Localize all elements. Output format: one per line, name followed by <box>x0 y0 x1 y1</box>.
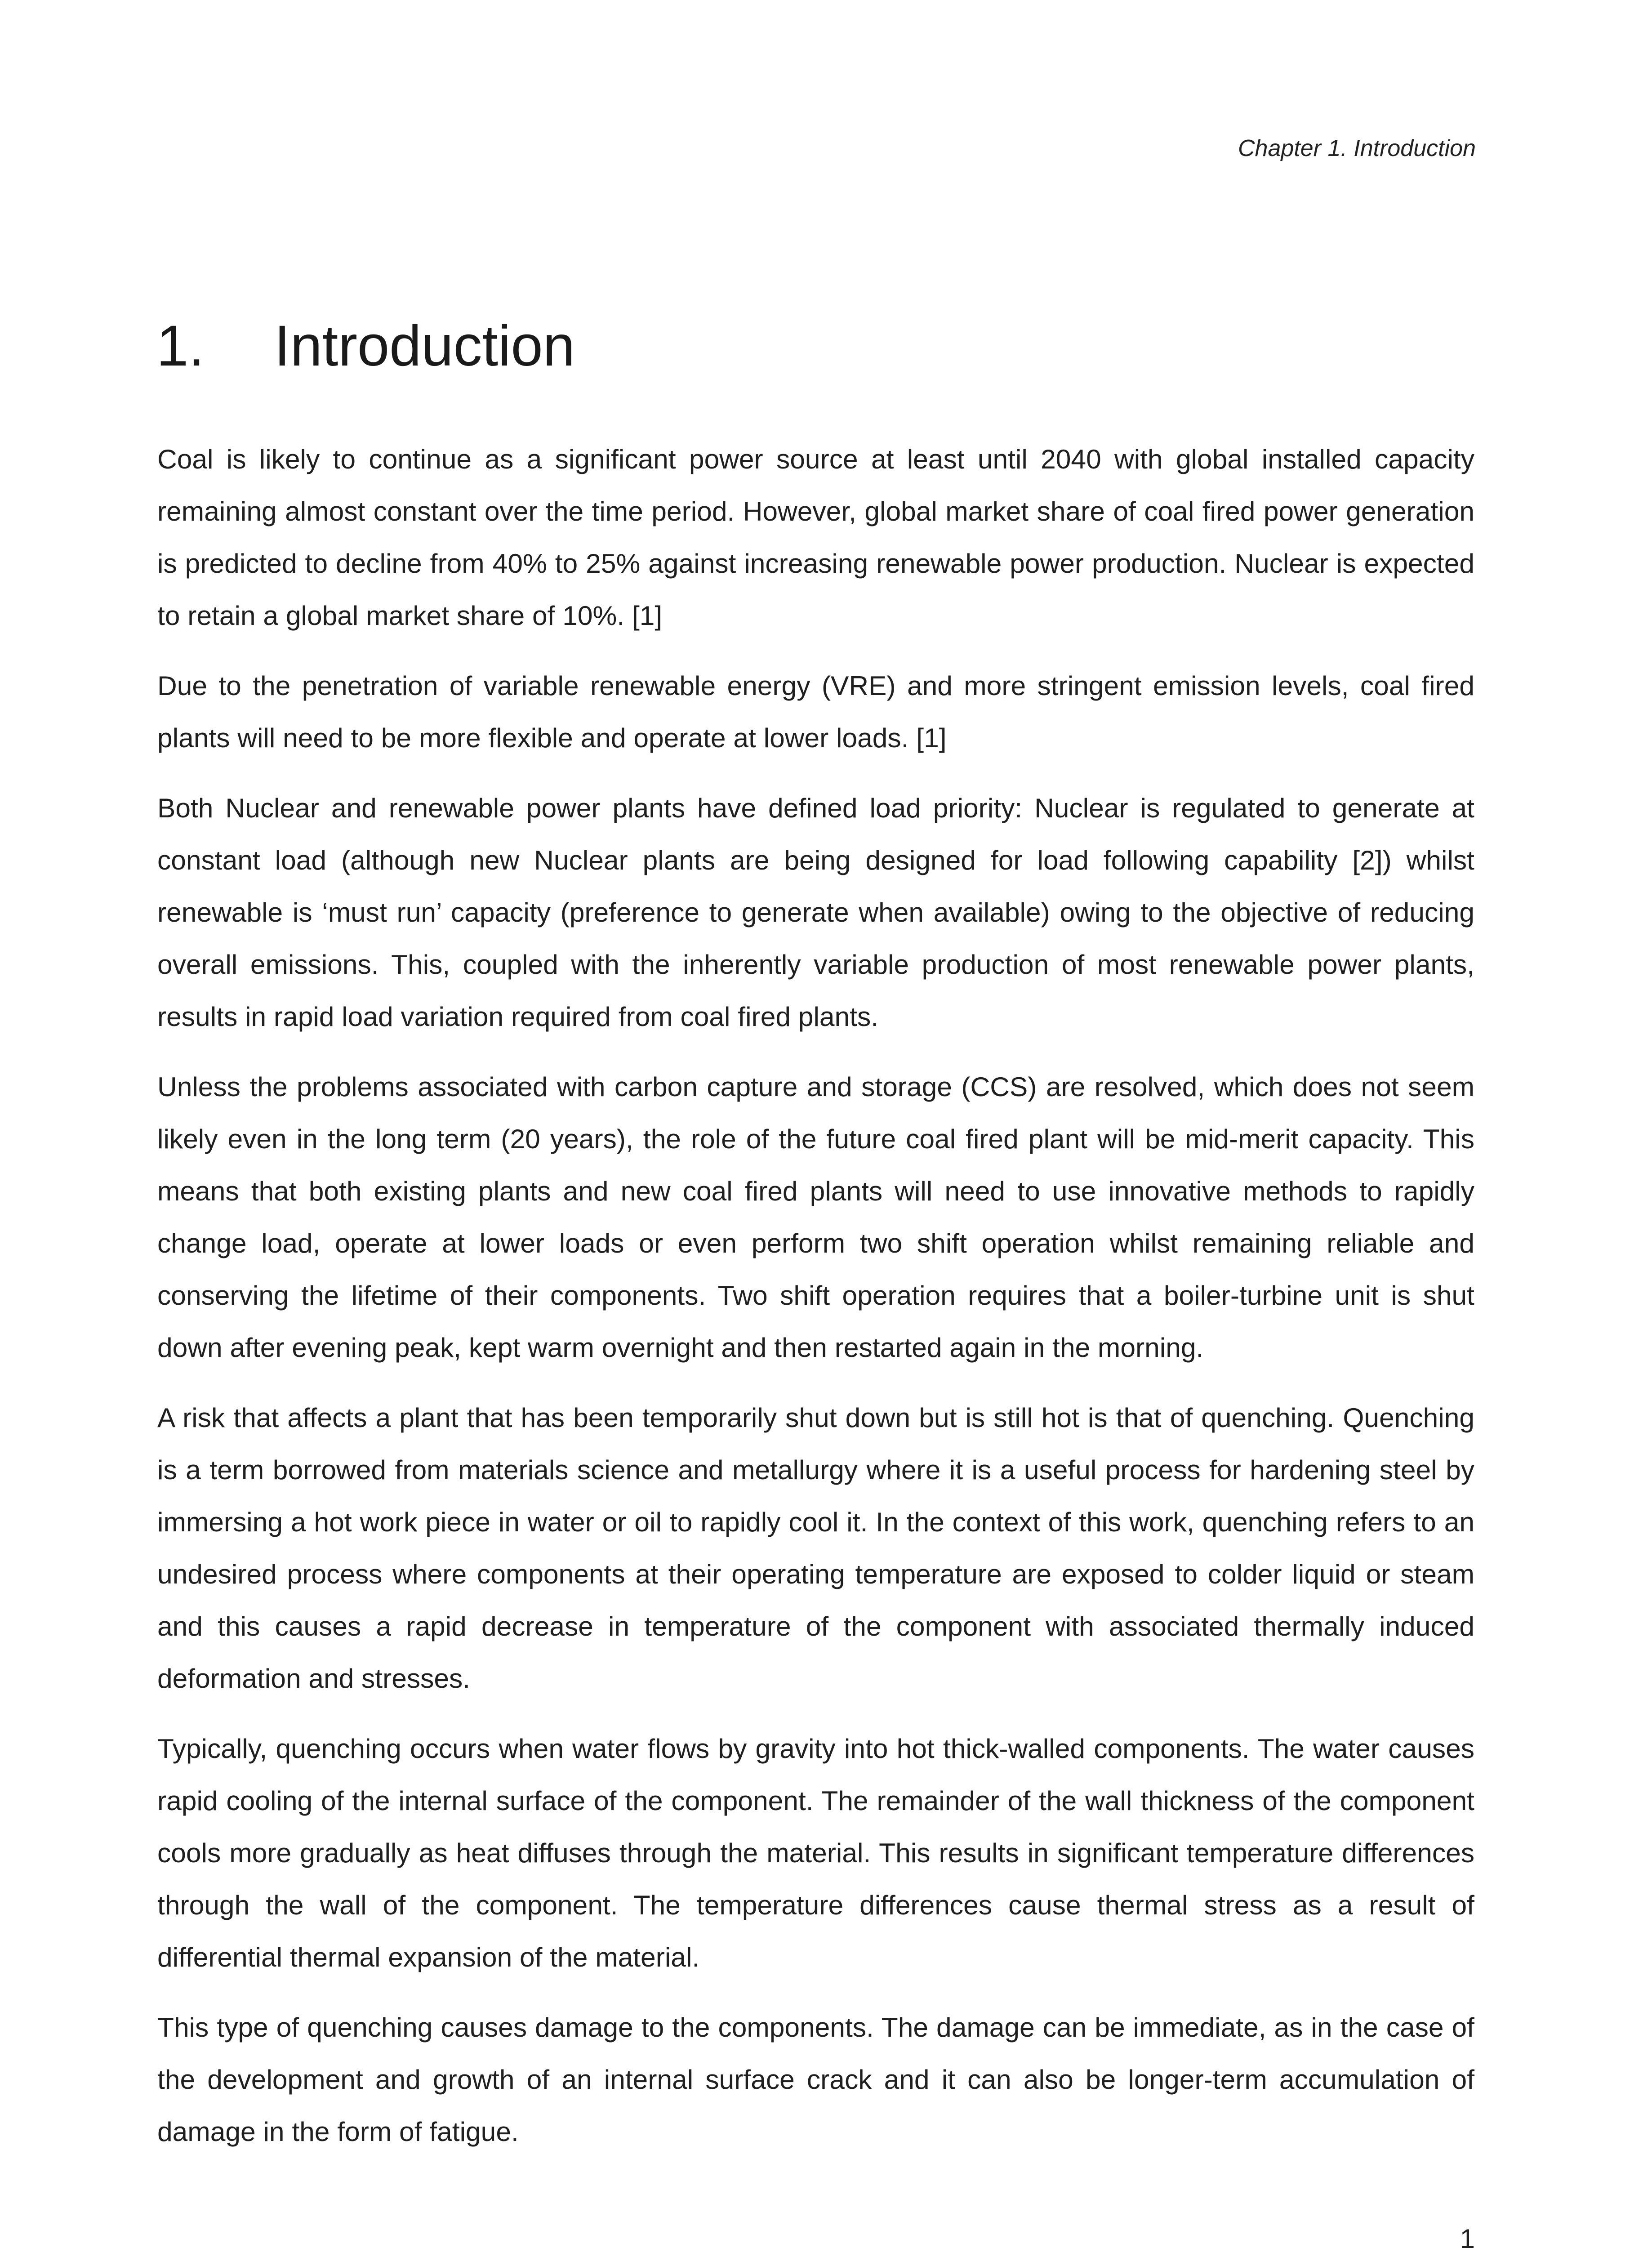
paragraph: Unless the problems associated with carbon capture and storage (CCS) are resolved, which does not seem likely even in the long term (20 years), the role of the future coal fired plant will be mid-merit capacity. This means that both existing plants and new coal fired plants will need to use innovative methods to rapidly change load, operate at lower loads or even perform two shift operation whilst remaining reliable and conserving the lifetime of their components. Two shift operation requires that a boiler-turbine unit is shut down after evening peak, kept warm overnight and then restarted again in the morning. <box>157 1071 1474 1363</box>
paragraph: Typically, quenching occurs when water flows by gravity into hot thick-walled components. The water causes rapid cooling of the internal surface of the component. The remainder of the wall thickness of the component cools more gradually as heat diffuses through the material. This results in significant temperature differences through the wall of the component. The temperature differences cause thermal stress as a result of differential thermal expansion of the material. <box>157 1733 1474 1972</box>
paragraph: This type of quenching causes damage to the components. The damage can be immediate, as in the case of the development and growth of an internal surface crack and it can also be longer-term accumulation of damage in the form of fatigue. <box>157 2012 1474 2147</box>
body-text <box>157 433 1474 2176</box>
running-header: Chapter 1. Introduction <box>1238 135 1476 161</box>
chapter-number: 1. <box>156 314 205 378</box>
chapter-title: Introduction <box>274 314 575 378</box>
paragraph: A risk that affects a plant that has been temporarily shut down but is still hot is that of quenching. Quenching is a term borrowed from materials science and metallurgy where it is a useful process for hardening steel by immersing a hot work piece in water or oil to rapidly cool it. In the context of this work, quenching refers to an undesired process where components at their operating temperature are exposed to colder liquid or steam and this causes a rapid decrease in temperature of the component with associated thermally induced deformation and stresses. <box>157 1402 1474 1694</box>
chapter-heading <box>156 315 575 378</box>
page-number: 1 <box>1460 2224 1475 2248</box>
paragraph: Coal is likely to continue as a significant power source at least until 2040 with global installed capacity remaining almost constant over the time period. However, global market share of coal fired power generation is predicted to decline from 40% to 25% against increasing renewable power production. Nuclear is expected to retain a global market share of 10%. [1] <box>157 444 1474 631</box>
paragraph: Both Nuclear and renewable power plants have defined load priority: Nuclear is regulated to generate at constant load (although new Nuclear plants are being designed for load following capability [2]) whilst renewable is ‘must run’ capacity (preference to generate when available) owing to the objective of reducing overall emissions. This, coupled with the inherently variable production of most renewable power plants, results in rapid load variation required from coal fired plants. <box>157 793 1474 1032</box>
paragraph: Due to the penetration of variable renewable energy (VRE) and more stringent emission levels, coal fired plants will need to be more flexible and operate at lower loads. [1] <box>157 670 1474 753</box>
